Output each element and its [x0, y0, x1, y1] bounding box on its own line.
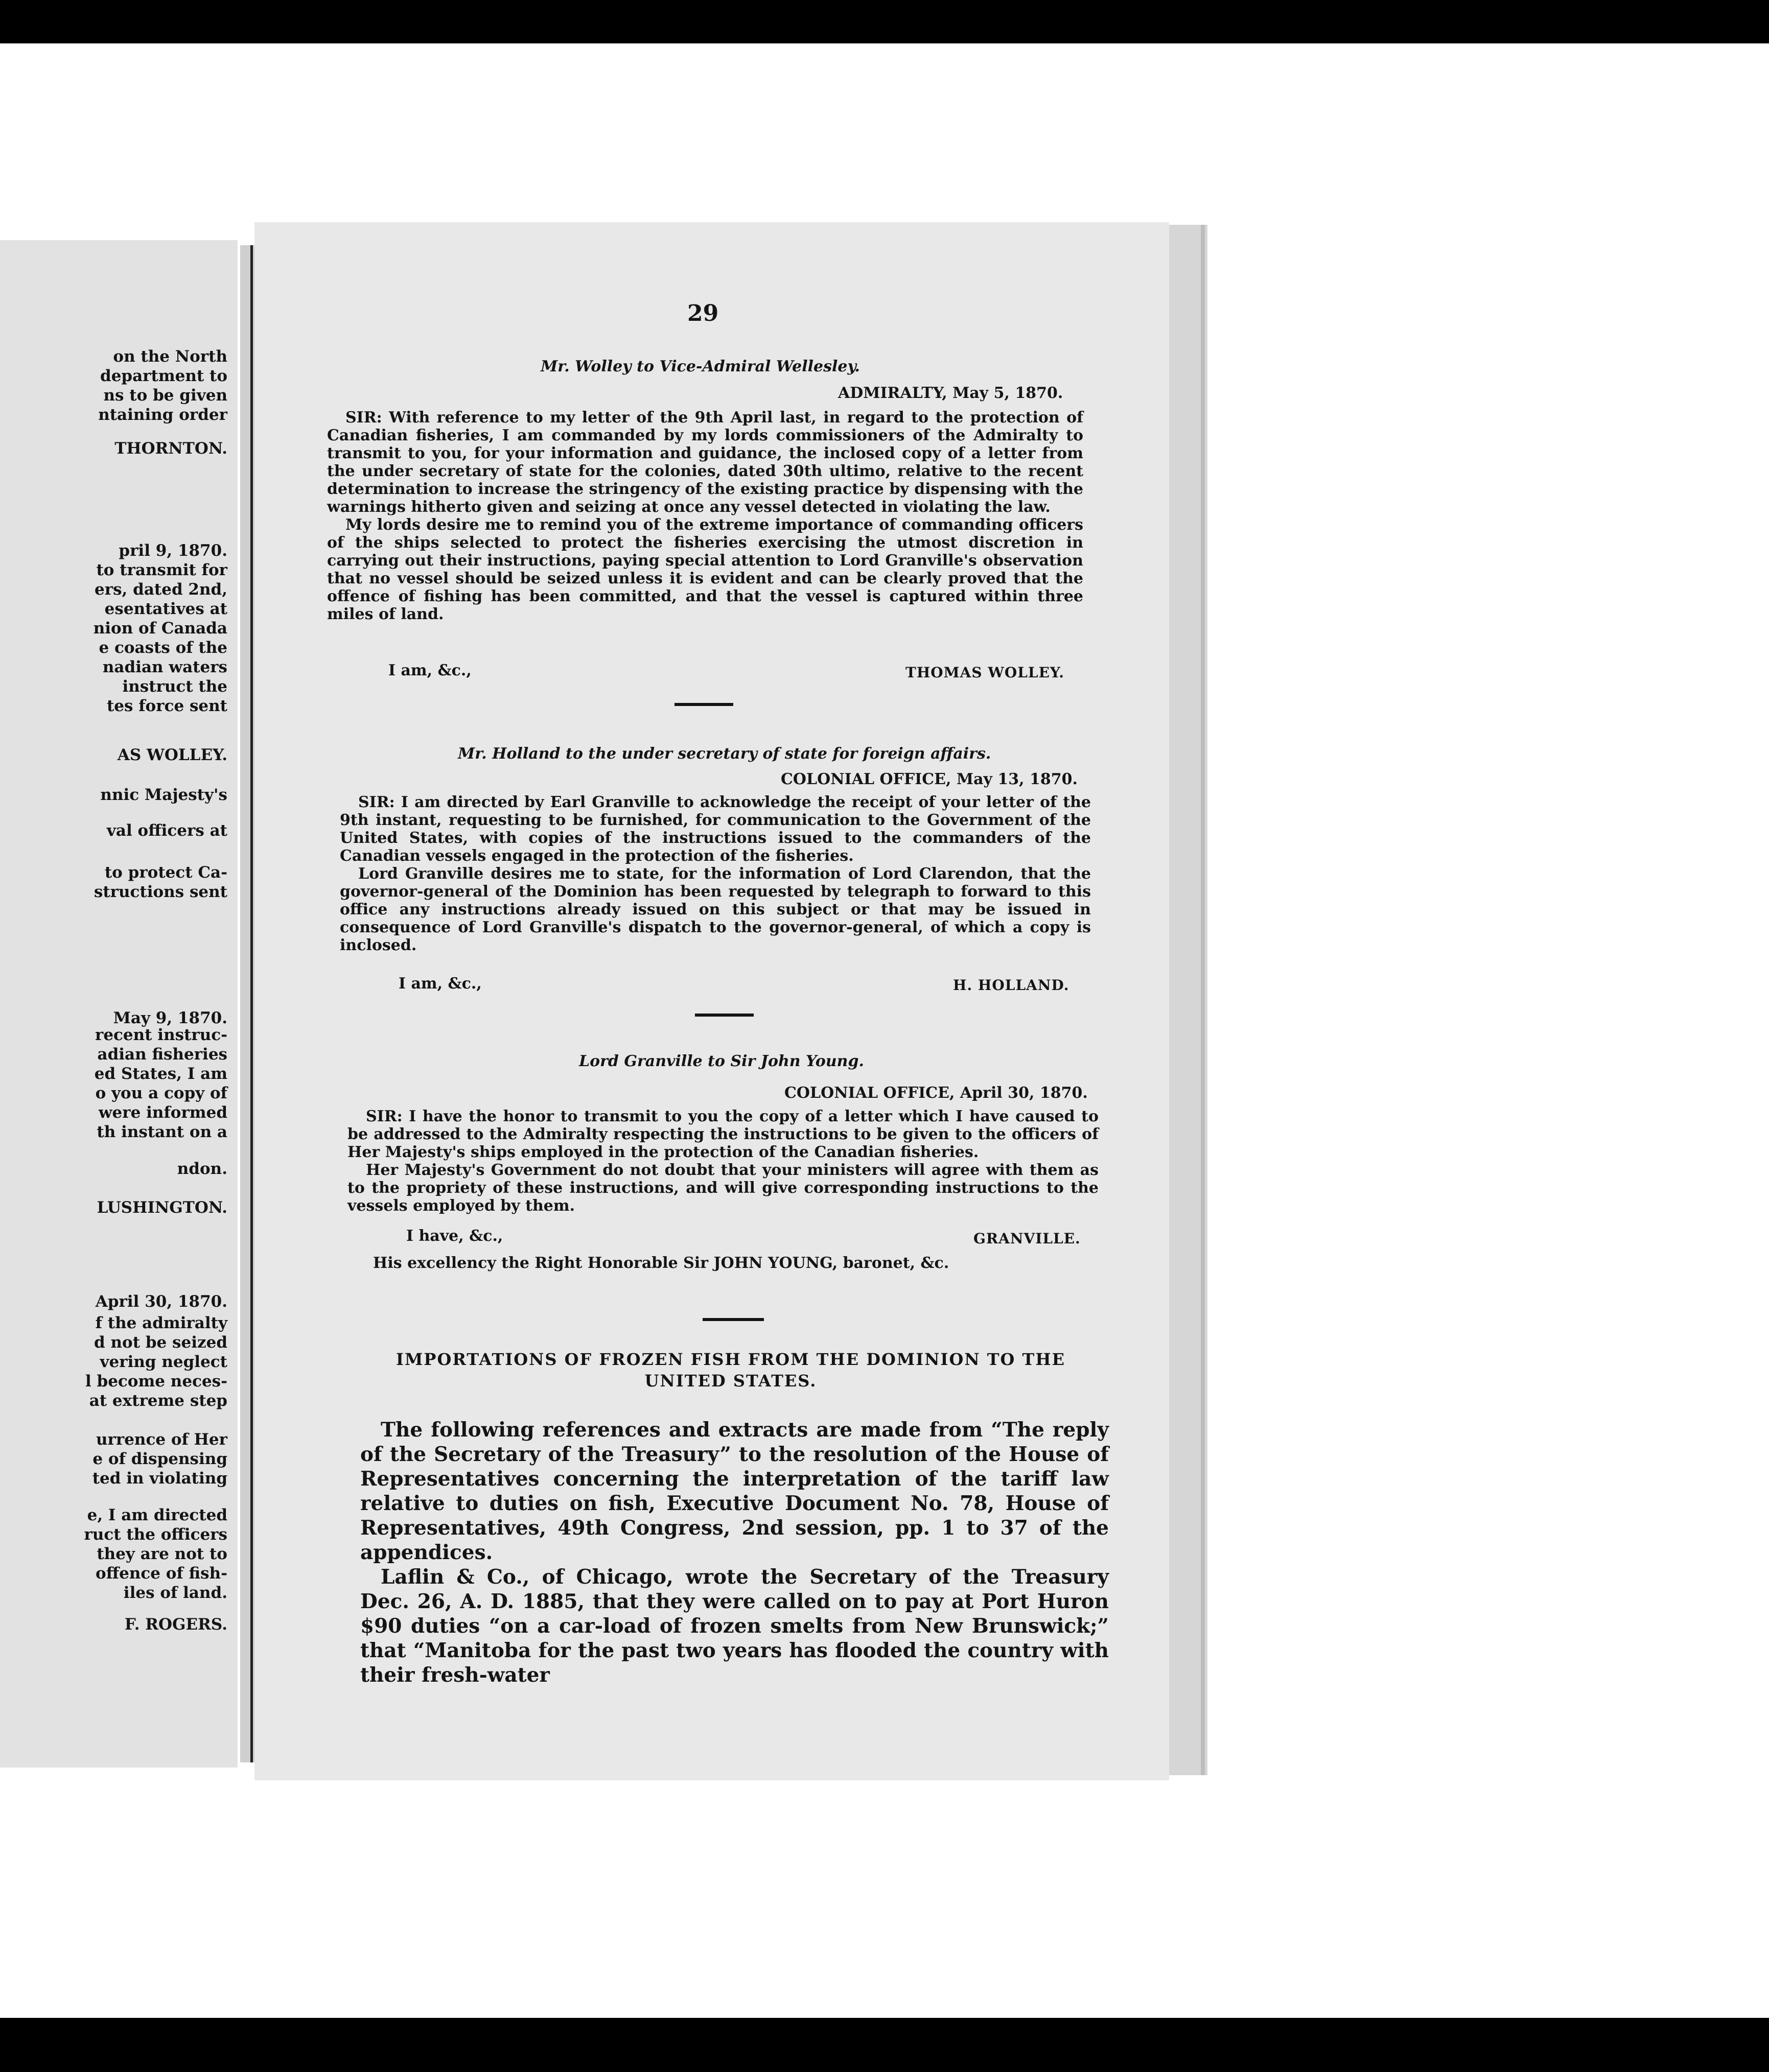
letter2-paragraph: Lord Granville desires me to state, for the information of Lord Clarendon, that the governor-general of the Dominion has been requested by telegraph to forward to this office any instructions already issued on this subject or that may be issued in consequence of Lord Granville's dispatch to the governor-general, of which a copy is inclosed. — [340, 865, 1091, 954]
separator-rule — [674, 703, 733, 706]
left-page-line: tes force sent — [106, 697, 227, 715]
left-page-line: LUSHINGTON. — [97, 1198, 227, 1217]
letter2-dateline: COLONIAL OFFICE, May 13, 1870. — [781, 770, 1078, 788]
letter3-closing: I have, &c., — [406, 1227, 503, 1245]
left-page-line: urrence of Her — [96, 1430, 227, 1449]
letter2-signature: H. HOLLAND. — [953, 977, 1069, 994]
left-page-line: l become neces- — [85, 1372, 227, 1391]
left-page-line: d not be seized — [94, 1333, 227, 1352]
left-page-line: recent instruc- — [95, 1026, 227, 1044]
left-page-line: ndon. — [177, 1160, 227, 1178]
left-page-line: they are not to — [97, 1545, 227, 1563]
left-page-line: May 9, 1870. — [113, 1009, 227, 1027]
left-page-line: nion of Canada — [93, 619, 227, 638]
scan-border-top — [0, 0, 1769, 43]
letter3-addressee: His excellency the Right Honorable Sir JOHN YOUNG, baronet, &c. — [373, 1254, 949, 1272]
left-page-line: structions sent — [94, 883, 227, 901]
letter3-dateline: COLONIAL OFFICE, April 30, 1870. — [784, 1084, 1088, 1102]
left-page-line: offence of fish- — [96, 1564, 227, 1583]
section-title: IMPORTATIONS OF FROZEN FISH FROM THE DOMINION TO THE UNITED STATES. — [396, 1350, 1065, 1391]
left-page-line: nnic Majesty's — [100, 786, 227, 804]
scan-border-bottom — [0, 2018, 1769, 2072]
left-page-line: department to — [100, 367, 227, 385]
left-page-line: on the North — [113, 347, 227, 366]
left-page-line: o you a copy of — [95, 1084, 227, 1102]
letter2-closing: I am, &c., — [399, 975, 482, 993]
left-page-line: THORNTON. — [114, 439, 227, 458]
letter2-body — [340, 793, 1091, 954]
page-number: 29 — [687, 300, 719, 326]
left-page-line: e coasts of the — [99, 639, 227, 657]
letter3-body — [347, 1108, 1099, 1215]
left-page-line: ed States, I am — [94, 1065, 227, 1083]
page-edge-line — [1201, 225, 1205, 1775]
separator-rule — [695, 1014, 754, 1017]
left-page-line: were informed — [98, 1103, 227, 1122]
left-page-line: esentatives at — [104, 600, 227, 618]
left-page-line: pril 9, 1870. — [119, 541, 227, 560]
left-page-line: f the admiralty — [95, 1314, 227, 1332]
left-page-line: ted in violating — [92, 1469, 227, 1488]
letter1-signature: THOMAS WOLLEY. — [905, 664, 1065, 681]
left-page-line: ers, dated 2nd, — [95, 580, 227, 599]
letter1-header: Mr. Wolley to Vice-Admiral Wellesley. — [541, 358, 860, 375]
left-page-line: F. ROGERS. — [124, 1615, 227, 1634]
left-page-line: val officers at — [106, 821, 227, 840]
page-gutter — [240, 245, 255, 1762]
letter3-signature: GRANVILLE. — [973, 1230, 1081, 1247]
left-page-line: ruct the officers — [84, 1525, 227, 1544]
left-page-line: AS WOLLEY. — [117, 746, 227, 764]
separator-rule — [703, 1318, 764, 1321]
letter3-header: Lord Granville to Sir John Young. — [579, 1052, 864, 1070]
letter1-body — [327, 409, 1083, 623]
left-page-line: th instant on a — [97, 1123, 227, 1141]
left-page-line: ntaining order — [98, 406, 227, 424]
letter1-dateline: ADMIRALTY, May 5, 1870. — [838, 384, 1063, 402]
section-paragraph: Laflin & Co., of Chicago, wrote the Secretary of the Treasury Dec. 26, A. D. 1885, that they were called on to pay at Port Huron $90 duties “on a car-load of frozen smelts from New Brunswick;” that “Manitoba for the past two years has flooded the country with their fresh-water — [360, 1565, 1109, 1687]
left-page-line: ns to be given — [103, 386, 227, 405]
section-body — [360, 1418, 1109, 1687]
left-page-line: April 30, 1870. — [95, 1292, 227, 1311]
left-page-line: instruct the — [122, 677, 227, 696]
left-page-fragment — [0, 240, 238, 1768]
letter1-paragraph: My lords desire me to remind you of the extreme importance of commanding officers of the ships selected to protect the fisheries exercising the utmost discretion in carrying out their instructions, paying special attention to Lord Granville's observation that no vessel should be seized unless it is evident and can be clearly proved that the offence of fishing has been committed, and that the vessel is captured within three miles of land. — [327, 516, 1083, 623]
letter1-paragraph: SIR: With reference to my letter of the 9th April last, in regard to the protection of Canadian fisheries, I am commanded by my lords commissioners of the Admiralty to transmit to you, for your information and guidance, the inclosed copy of a letter from the under secretary of state for the colonies, dated 30th ultimo, relative to the recent determination to increase the stringency of the existing practice by dispensing with the warnings hitherto given and seizing at once any vessel detected in violating the law. — [327, 409, 1083, 516]
letter3-paragraph: Her Majesty's Government do not doubt that your ministers will agree with them as to the propriety of these instructions, and will give corresponding instructions to the vessels employed by them. — [347, 1161, 1099, 1215]
left-page-line: nadian waters — [102, 658, 227, 676]
letter1-closing: I am, &c., — [388, 662, 472, 679]
letter3-paragraph: SIR: I have the honor to transmit to you the copy of a letter which I have caused to be addressed to the Admiralty respecting the instructions to be given to the officers of Her Majesty's ships employed in the protection of the Canadian fisheries. — [347, 1108, 1099, 1161]
left-page-line: adian fisheries — [97, 1045, 227, 1064]
letter2-paragraph: SIR: I am directed by Earl Granville to acknowledge the receipt of your letter of the 9th instant, requesting to be furnished, for communication to the Government of the United States, with copies of the instructions issued to the commanders of the Canadian vessels engaged in the protection of the fisheries. — [340, 793, 1091, 865]
left-page-line: e, I am directed — [87, 1506, 227, 1524]
left-page-line: e of dispensing — [92, 1450, 227, 1468]
left-page-line: to transmit for — [96, 561, 227, 579]
letter2-header: Mr. Holland to the under secretary of state for foreign affairs. — [458, 745, 991, 763]
left-page-line: at extreme step — [89, 1392, 227, 1410]
gutter-line — [250, 245, 253, 1762]
left-page-line: iles of land. — [123, 1584, 227, 1602]
section-paragraph: The following references and extracts are made from “The reply of the Secretary of the Treasury” to the resolution of the House of Representatives concerning the interpretation of the tariff law relative to duties on fish, Executive Document No. 78, House of Representatives, 49th Congress, 2nd session, pp. 1 to 37 of the appendices. — [360, 1418, 1109, 1564]
left-page-line: to protect Ca- — [104, 863, 227, 882]
left-page-line: vering neglect — [100, 1353, 227, 1371]
